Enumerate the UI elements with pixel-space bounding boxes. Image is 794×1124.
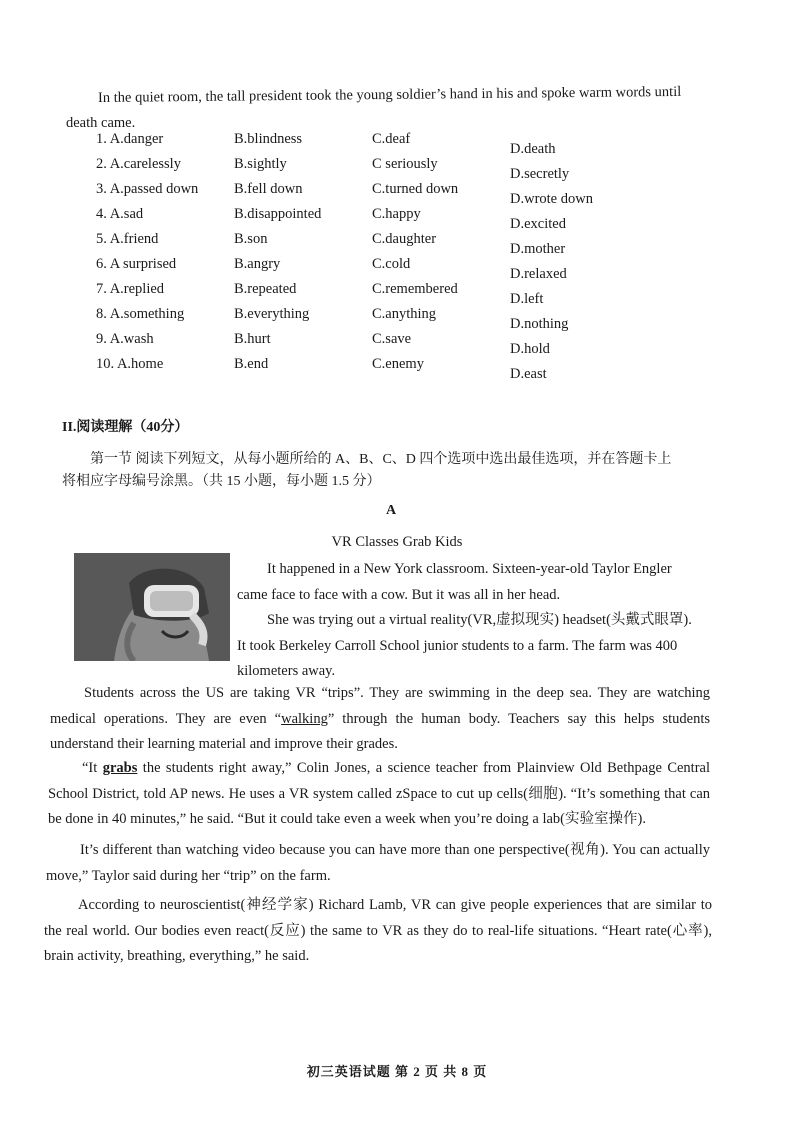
option-a: 4. A.sad — [96, 206, 144, 222]
p1-line-2: came face to face with a cow. But it was all in her head. — [237, 586, 561, 603]
passage-letter: A — [386, 503, 397, 518]
option-c: C.anything — [372, 306, 437, 322]
option-a: 2. A.carelessly — [96, 156, 181, 172]
option-b: B.disappointed — [234, 206, 322, 222]
passage-paragraph-4: It’s different than watching video because you can have more than one perspective(视角). You can actually move,” Taylor said during her “trip” on the farm. — [46, 842, 710, 884]
option-c: C.save — [372, 331, 412, 347]
p1-line-1: It happened in a New York classroom. Sixteen-year-old Taylor Engler — [267, 561, 672, 577]
option-c: C.happy — [372, 206, 421, 222]
option-b: B.angry — [234, 256, 281, 272]
option-b: B.blindness — [234, 131, 303, 147]
option-c: C.enemy — [372, 356, 424, 372]
option-c: C.turned down — [372, 181, 459, 197]
option-b: B.repeated — [234, 281, 297, 297]
option-d: D.secretly — [510, 166, 570, 182]
page-footer: 初三英语试题 第 2 页 共 8 页 — [306, 1064, 488, 1079]
option-d: D.death — [510, 141, 556, 157]
passage-paragraph-5: According to neuroscientist(神经学家) Richard Lamb, VR can give people experiences that are similar to the real world. Our bodies even react(反应) the same to VR as they do to real-life situations. “Heart rate(心率), brain activity, breathing, everything,” he said. — [44, 897, 712, 964]
intro-line-2: death came. — [66, 115, 136, 131]
option-a: 6. A surprised — [96, 256, 177, 272]
option-c: C.daughter — [372, 231, 437, 247]
option-b: B.hurt — [234, 331, 271, 347]
option-b: B.sightly — [234, 156, 287, 172]
p2-part-b: ” through the human body. Teachers say this helps students understand their learning material and improve their grades. — [50, 710, 710, 752]
option-d: D.left — [510, 291, 544, 307]
cloze-ending-text — [66, 83, 698, 136]
option-c: C.remembered — [372, 281, 458, 297]
option-d: D.excited — [510, 216, 566, 232]
passage-paragraph-2 — [50, 681, 710, 758]
p1-line-3: She was trying out a virtual reality(VR,虚拟现实) headset(头戴式眼罩). — [267, 612, 692, 628]
option-a: 3. A.passed down — [96, 181, 199, 197]
instructions-line-2: 将相应字母编号涂黑。（共 15 小题，每小题 1.5 分） — [62, 474, 381, 489]
option-b: B.fell down — [234, 181, 303, 197]
option-d: D.hold — [510, 341, 550, 357]
option-a: 5. A.friend — [96, 231, 159, 247]
option-d: D.east — [510, 366, 547, 382]
option-d: D.nothing — [510, 316, 569, 332]
p3-part-a: “It — [82, 760, 103, 776]
option-a: 10. A.home — [96, 356, 164, 372]
option-c: C seriously — [372, 156, 438, 172]
section-instructions — [62, 449, 712, 493]
option-b: B.end — [234, 356, 269, 372]
option-b: B.son — [234, 231, 268, 247]
option-a: 7. A.replied — [96, 281, 165, 297]
instructions-line-1: 第一节 阅读下列短文，从每小题所给的 A、B、C、D 四个选项中选出最佳选项，并在答题卡上 — [90, 452, 672, 467]
option-d: D.mother — [510, 241, 566, 257]
option-d: D.relaxed — [510, 266, 567, 282]
vr-headset-illustration — [74, 553, 230, 661]
p1-line-4: It took Berkeley Carroll School junior students to a farm. The farm was 400 — [237, 637, 678, 654]
option-c: C.cold — [372, 256, 411, 272]
option-c: C.deaf — [372, 131, 411, 147]
passage-paragraph-1 — [237, 557, 710, 685]
option-a: 8. A.something — [96, 306, 185, 322]
vr-headset-photo — [74, 553, 230, 661]
option-b: B.everything — [234, 306, 310, 322]
p1-line-5: kilometers away. — [237, 663, 336, 679]
p3-part-b: the students right away,” Colin Jones, a science teacher from Plainview Old Bethpage Central School District, told AP news. He uses a VR system called zSpace to cut up cells(细胞). “It’s something that can be done in 40 minutes,” he said. “But it could take even a week when you’re doing a lab(实验室操作). — [48, 760, 710, 827]
intro-line-1: In the quiet room, the tall president took the young soldier’s hand in his and spoke warm words until — [97, 83, 682, 106]
option-a: 9. A.wash — [96, 331, 154, 347]
p3-bold-word: grabs — [102, 760, 138, 776]
option-d: D.wrote down — [510, 191, 593, 207]
section-title: II.阅读理解（40分） — [62, 420, 189, 435]
option-a: 1. A.danger — [96, 131, 164, 147]
passage-title: VR Classes Grab Kids — [331, 534, 463, 550]
p2-part-a: Students across the US are taking VR “trips”. They are swimming in the deep sea. They are watching medical operations. They are even “ — [50, 685, 710, 727]
passage-paragraph-3 — [48, 756, 710, 833]
p2-underlined-word: walking — [281, 710, 328, 727]
